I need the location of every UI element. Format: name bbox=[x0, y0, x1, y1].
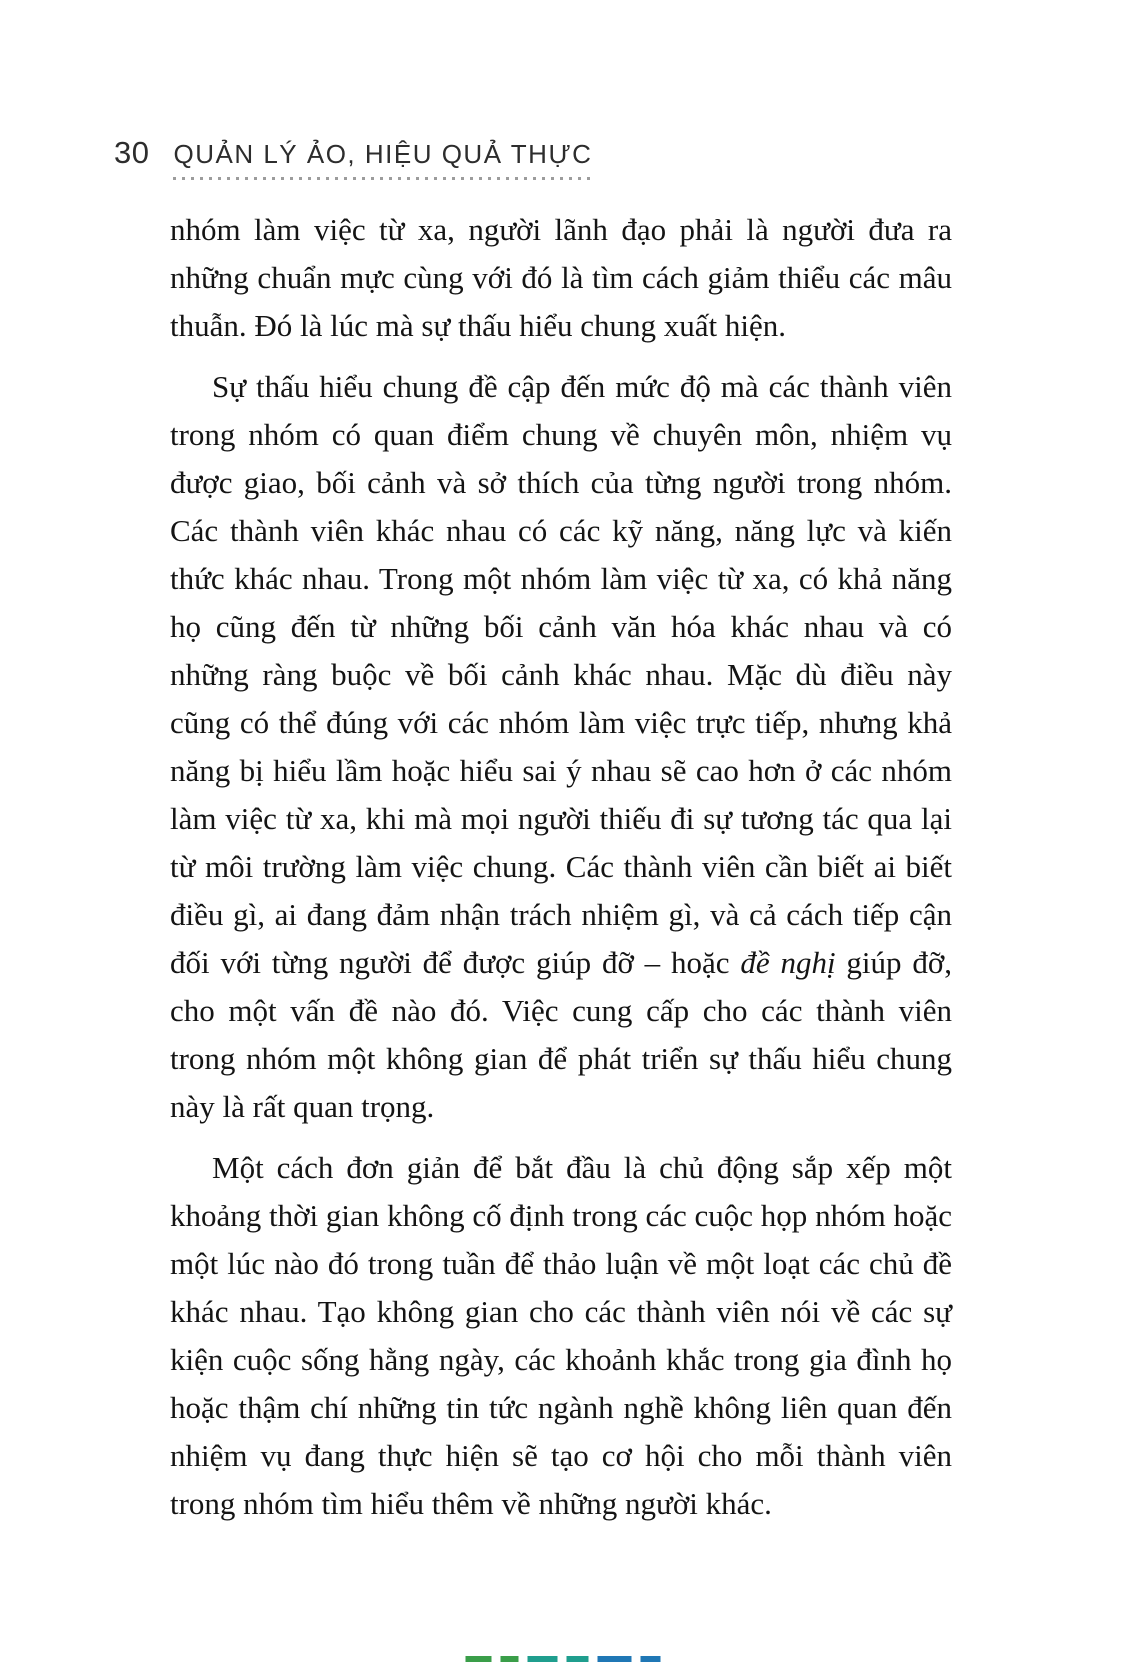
paragraph-2 bbox=[170, 363, 952, 1131]
paragraph-2-text-a: Sự thấu hiểu chung đề cập đến mức độ mà các thành viên trong nhóm có quan điểm chung về chuyên môn, nhiệm vụ được giao, bối cảnh và sở thích của từng người trong nhóm. Các thành viên khác nhau có các kỹ năng, năng lực và kiến thức khác nhau. Trong một nhóm làm việc từ xa, có khả năng họ cũng đến từ những bối cảnh văn hóa khác nhau và có những ràng buộc về bối cảnh khác nhau. Mặc dù điều này cũng có thể đúng với các nhóm làm việc trực tiếp, nhưng khả năng bị hiểu lầm hoặc hiểu sai ý nhau sẽ cao hơn ở các nhóm làm việc từ xa, khi mà mọi người thiếu đi sự tương tác qua lại từ môi trường làm việc chung. Các thành viên cần biết ai biết điều gì, ai đang đảm nhận trách nhiệm gì, và cả cách tiếp cận đối với từng người để được giúp đỡ – hoặc bbox=[170, 369, 952, 980]
running-title: QUẢN LÝ ẢO, HIỆU QUẢ THỰC bbox=[173, 137, 592, 180]
page-body bbox=[170, 206, 952, 1541]
paragraph-3-text: Một cách đơn giản để bắt đầu là chủ động sắp xếp một khoảng thời gian không cố định trong các cuộc họp nhóm hoặc một lúc nào đó trong tuần để thảo luận về một loạt các chủ đề khác nhau. Tạo không gian cho các thành viên nói về các sự kiện cuộc sống hằng ngày, các khoảnh khắc trong gia đình họ hoặc thậm chí những tin tức ngành nghề không liên quan đến nhiệm vụ đang thực hiện sẽ tạo cơ hội cho mỗi thành viên trong nhóm tìm hiểu thêm về những người khác. bbox=[170, 1150, 952, 1521]
footer-ornament-block bbox=[528, 1656, 558, 1662]
footer-ornament-block bbox=[598, 1656, 632, 1662]
paragraph-2-italic-phrase: đề nghị bbox=[740, 945, 836, 980]
footer-ornament-block bbox=[501, 1656, 519, 1662]
paragraph-2-text-b: giúp đỡ, cho một vấn đề nào đó. Việc cung cấp cho các thành viên trong nhóm một không gian để phát triển sự thấu hiểu chung này là rất quan trọng. bbox=[170, 945, 952, 1124]
footer-ornament-block bbox=[567, 1656, 589, 1662]
footer-ornament-block bbox=[641, 1656, 661, 1662]
paragraph-1-text: nhóm làm việc từ xa, người lãnh đạo phải là người đưa ra những chuẩn mực cùng với đó là tìm cách giảm thiểu các mâu thuẫn. Đó là lúc mà sự thấu hiểu chung xuất hiện. bbox=[170, 212, 952, 343]
running-header bbox=[114, 136, 592, 180]
page-number: 30 bbox=[114, 135, 150, 170]
paragraph-3 bbox=[170, 1144, 952, 1528]
footer-ornament bbox=[466, 1656, 661, 1662]
paragraph-1 bbox=[170, 206, 952, 350]
footer-ornament-block bbox=[466, 1656, 492, 1662]
